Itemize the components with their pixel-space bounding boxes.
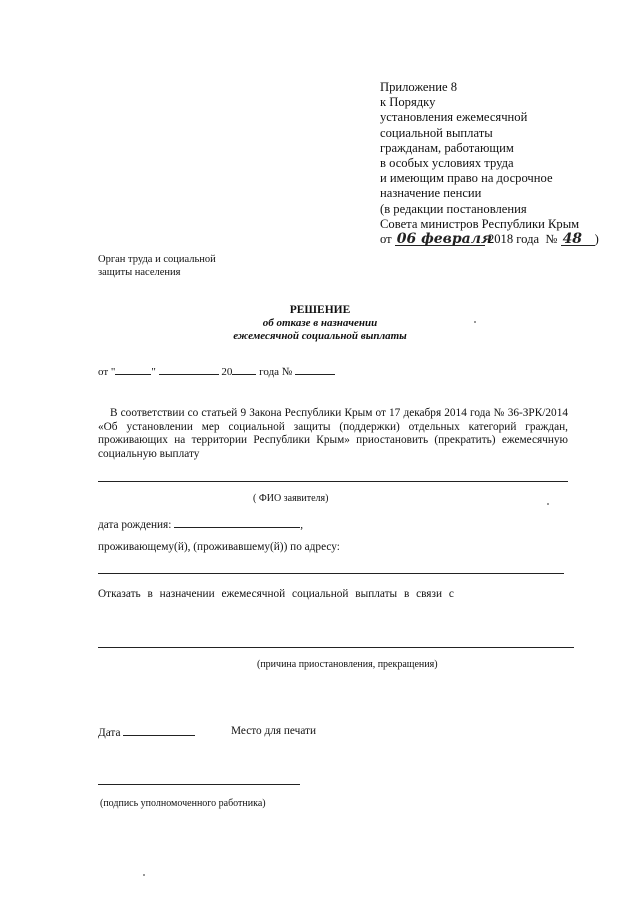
address-field[interactable] bbox=[98, 573, 564, 574]
date-line bbox=[98, 725, 195, 739]
annex-number-sign: № bbox=[545, 232, 558, 247]
seal-label: Место для печати bbox=[231, 725, 317, 737]
year-suffix: года № bbox=[259, 366, 293, 378]
annex-line: (в редакции постановления bbox=[380, 201, 527, 216]
annex-line: Приложение 8 bbox=[380, 80, 458, 94]
annex-date-line bbox=[380, 232, 630, 247]
year-prefix: 20 bbox=[221, 366, 233, 378]
body-paragraph bbox=[98, 407, 568, 461]
title-sub: об отказе в назначении bbox=[262, 317, 378, 329]
annex-line: к Порядку bbox=[380, 95, 436, 110]
annex-line: и имеющим право на досрочное bbox=[380, 171, 553, 186]
signature-field[interactable] bbox=[98, 784, 300, 785]
scan-speck bbox=[474, 321, 476, 323]
annex-line: гражданам, работающим bbox=[380, 140, 514, 155]
scan-speck bbox=[143, 874, 145, 876]
fio-field[interactable] bbox=[98, 481, 568, 482]
title-sub: ежемесячной социальной выплаты bbox=[233, 330, 407, 342]
document-title bbox=[0, 304, 640, 343]
month-field[interactable] bbox=[159, 364, 219, 375]
refuse-text: Отказать в назначении ежемесячной социальной выплаты в связи с bbox=[98, 588, 454, 600]
birth-date-line bbox=[98, 517, 303, 531]
title-main: РЕШЕНИЕ bbox=[289, 304, 351, 316]
date-quote: " bbox=[151, 366, 156, 378]
annex-line: назначение пенсии bbox=[380, 186, 482, 201]
date-label: Дата bbox=[98, 727, 121, 739]
closing-paren: ) bbox=[594, 232, 599, 247]
date-field[interactable] bbox=[123, 725, 195, 736]
date-prefix: от " bbox=[98, 366, 116, 378]
year-field[interactable] bbox=[232, 364, 256, 375]
annex-line: Совета министров Республики Крым bbox=[380, 216, 580, 231]
annex-line: установления ежемесячной bbox=[380, 110, 528, 125]
annex-date-prefix: от bbox=[380, 232, 392, 247]
organ-line: защиты населения bbox=[98, 267, 181, 278]
annex-line: в особых условиях труда bbox=[380, 156, 514, 171]
fio-caption: ( ФИО заявителя) bbox=[253, 493, 329, 504]
address-label: проживающему(й), (проживавшему(й)) по адресу: bbox=[98, 541, 340, 553]
body-text: В соответствии со статьей 9 Закона Республики Крым от 17 декабря 2014 года № 36-ЗРК/2014 «Об установлении мер социальной защиты (поддержки) отдельных категорий граждан, проживающих на территории Республики Крым» приостановить (прекратить) ежемесячную социальную выплату bbox=[98, 407, 568, 460]
annex-block bbox=[380, 80, 630, 247]
day-field[interactable] bbox=[115, 364, 151, 375]
birth-label: дата рождения: bbox=[98, 519, 172, 531]
birth-date-field[interactable] bbox=[174, 517, 300, 528]
handwritten-date: 06 февраля bbox=[396, 231, 493, 248]
organ-block bbox=[98, 253, 216, 279]
reason-field[interactable] bbox=[98, 647, 574, 648]
annex-year: 2018 года bbox=[487, 232, 540, 247]
annex-line: социальной выплаты bbox=[380, 125, 493, 140]
birth-tail: , bbox=[300, 519, 304, 531]
signature-caption: (подпись уполномоченного работника) bbox=[100, 798, 266, 809]
organ-line: Орган труда и социальной bbox=[98, 254, 216, 265]
scan-speck bbox=[547, 503, 549, 505]
decision-date-line bbox=[98, 364, 335, 378]
decision-number-field[interactable] bbox=[295, 364, 335, 375]
handwritten-number: 48 bbox=[561, 233, 595, 246]
reason-caption: (причина приостановления, прекращения) bbox=[257, 659, 438, 670]
